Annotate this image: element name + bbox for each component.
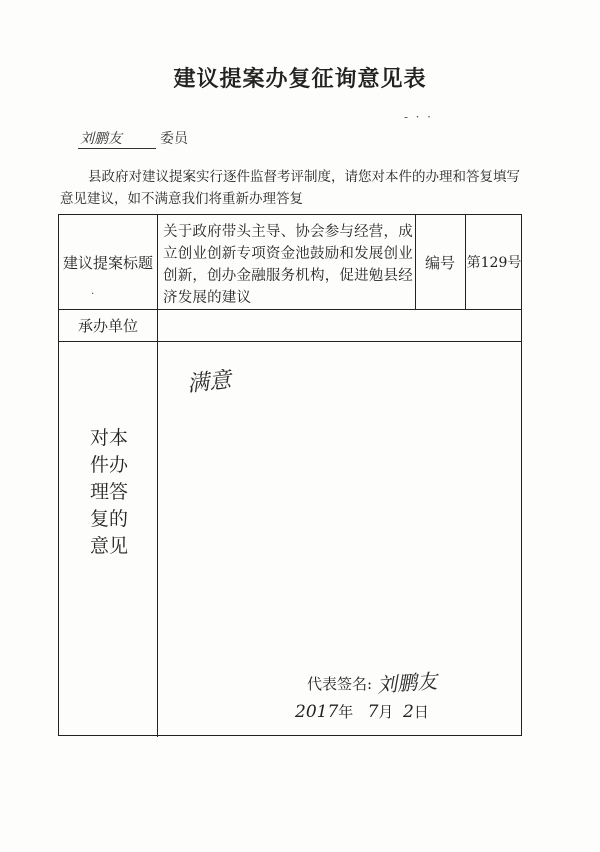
intro-paragraph: 县政府对建议提案实行逐件监督考评制度，请您对本件的办理和答复填写意见建议，如不满意我们将重新办理答复 [60,169,520,207]
handling-unit-label: 承办单位 [77,316,138,335]
signature-date [295,701,429,722]
date-month-suffix: 月 [378,703,394,721]
proposal-title-text: 关于政府带头主导、协会参与经营，成立创业创新专项资金池鼓励和发展创业创新，创办金融服务机构，促进勉县经济发展的建议 [163,224,413,306]
stray-mark: · [91,289,95,300]
opinion-handwritten-value: 满意 [186,367,233,398]
number-label: 编号 [424,253,455,272]
number-value: 第129号 [466,255,522,271]
date-day-suffix: 日 [413,703,429,721]
date-month: 7 [367,702,379,722]
opinion-form-table [58,214,522,736]
table-divider [59,341,521,342]
page-title: 建议提案办复征询意见表 [173,66,427,92]
corner-mark: - · · [404,110,431,124]
date-year-suffix: 年 [338,703,354,721]
opinion-label: 对本件办理答复的意见 [89,427,128,557]
signature-label: 代表签名: [307,675,373,693]
addressee [78,128,188,149]
proposal-title-label: 建议提案标题 [62,253,153,272]
table-divider [157,215,158,737]
date-year: 2017 [295,702,339,722]
date-day: 2 [402,702,414,722]
addressee-name: 刘鹏友 [78,128,156,149]
addressee-role: 委员 [160,131,188,147]
signature-value: 刘鹏友 [376,668,438,698]
